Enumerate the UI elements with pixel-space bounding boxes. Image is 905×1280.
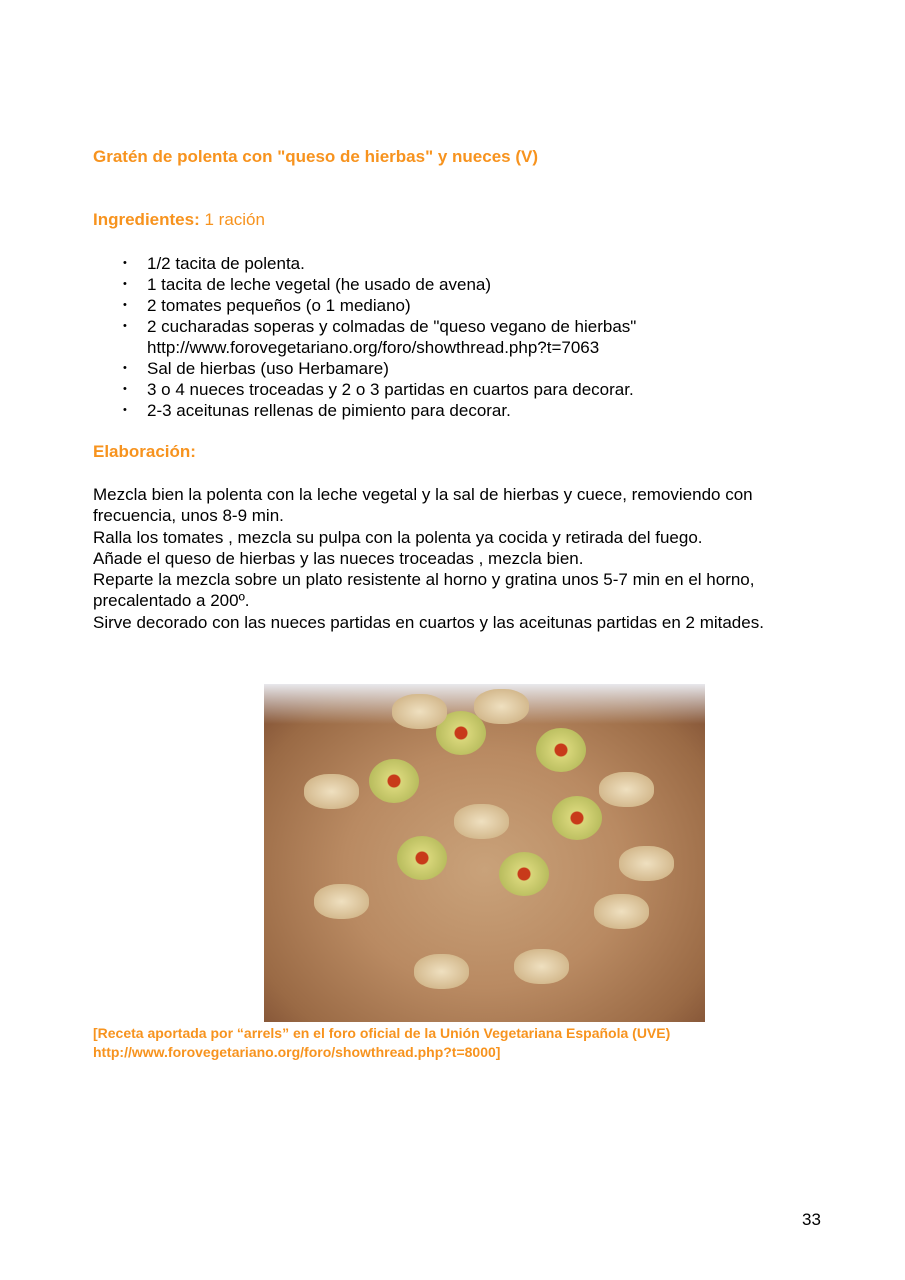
list-item: • 3 o 4 nueces troceadas y 2 o 3 partidas en cuartos para decorar. [93, 379, 793, 400]
olive [499, 852, 549, 896]
walnut [594, 894, 649, 929]
step: Ralla los tomates , mezcla su pulpa con la polenta ya cocida y retirada del fuego. [93, 527, 703, 547]
ingredients-list [93, 253, 793, 421]
step: Sirve decorado con las nueces partidas en cuartos y las aceitunas partidas en 2 mitades. [93, 612, 764, 632]
ingredients-heading [93, 210, 265, 230]
olive [397, 836, 447, 880]
walnut [514, 949, 569, 984]
recipe-title: Gratén de polenta con "queso de hierbas" y nueces (V) [93, 147, 539, 166]
list-item: • 1/2 tacita de polenta. [93, 253, 793, 274]
walnut [454, 804, 509, 839]
walnut [314, 884, 369, 919]
list-item: • 2 tomates pequeños (o 1 mediano) [93, 295, 793, 316]
olive [536, 728, 586, 772]
list-item: • 2-3 aceitunas rellenas de pimiento para decorar. [93, 400, 793, 421]
walnut [304, 774, 359, 809]
servings: 1 ración [204, 210, 265, 229]
step: Añade el queso de hierbas y las nueces troceadas , mezcla bien. [93, 548, 584, 568]
list-item: • Sal de hierbas (uso Herbamare) [93, 358, 793, 379]
elaboration-steps [93, 484, 813, 633]
walnut [392, 694, 447, 729]
olive [369, 759, 419, 803]
list-item: • 2 cucharadas soperas y colmadas de "queso vegano de hierbas" http://www.forovegetariano.org/foro/showthread.php?t=7063 [93, 316, 793, 358]
walnut [619, 846, 674, 881]
walnut [414, 954, 469, 989]
walnut [599, 772, 654, 807]
recipe-credit [93, 1024, 670, 1062]
page-number: 33 [802, 1210, 821, 1229]
step: Mezcla bien la polenta con la leche vegetal y la sal de hierbas y cuece, removiendo con frecuencia, unos 8-9 min. [93, 485, 753, 526]
recipe-photo [264, 684, 705, 1022]
elaboration-heading: Elaboración: [93, 442, 196, 461]
walnut [474, 689, 529, 724]
credit-line: [Receta aportada por “arrels” en el foro oficial de la Unión Vegetariana Española (UVE) [93, 1025, 671, 1041]
step: Reparte la mezcla sobre un plato resistente al horno y gratina unos 5-7 min en el horno, precalentado a 200º. [93, 570, 755, 611]
ingredients-label: Ingredientes: [93, 210, 200, 229]
list-item: • 1 tacita de leche vegetal (he usado de avena) [93, 274, 793, 295]
credit-url: http://www.forovegetariano.org/foro/showthread.php?t=8000] [93, 1044, 501, 1060]
olive [552, 796, 602, 840]
